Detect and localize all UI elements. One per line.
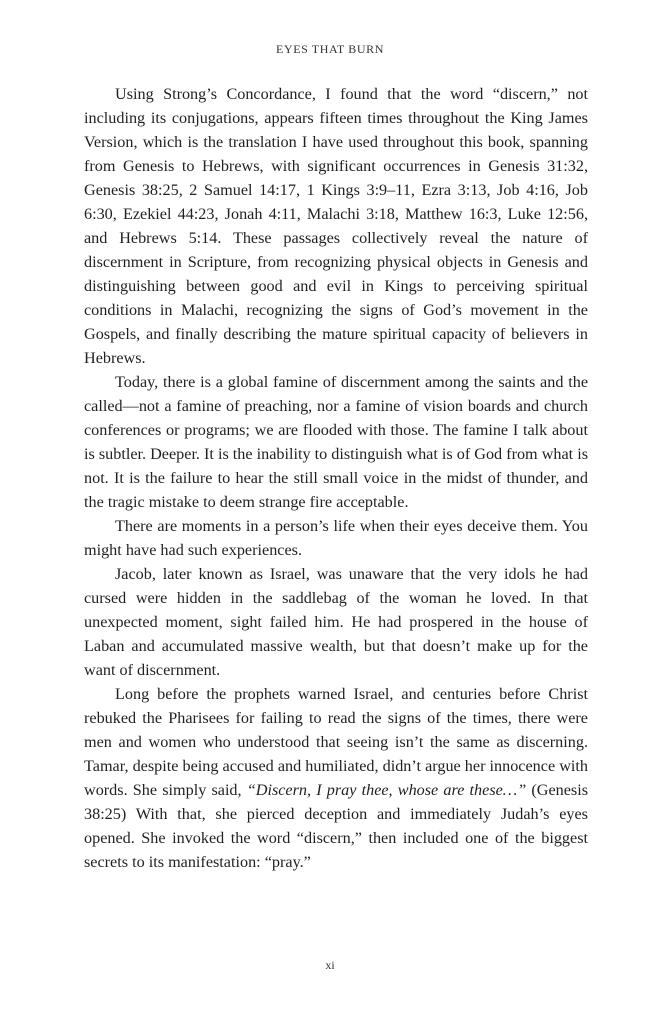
paragraph-tamar [84, 682, 588, 874]
body-text [84, 82, 588, 874]
running-header: EYES THAT BURN [276, 42, 384, 56]
paragraph-tamar-text-after: (Genesis 38:25) With that, she pierced deception and immediately Judah’s eyes opened. She invoked the word “discern,” then included one of the biggest secrets to its manifestation: “pray.” [84, 781, 589, 871]
tamar-quote: “Discern, I pray thee, whose are these…” [246, 781, 527, 799]
paragraph-jacob: Jacob, later known as Israel, was unaware that the very idols he had cursed were hidden in the saddlebag of the woman he loved. In that unexpected moment, sight failed him. He had prospered in the house of Laban and accumulated massive wealth, but that doesn’t make up for the want of discernment. [84, 565, 588, 679]
paragraph-tamar-text-before: Long before the prophets warned Israel, and centuries before Christ rebuked the Pharisees for failing to read the signs of the times, there were men and women who understood that seeing isn’t the same as discerning. Tamar, despite being accused and humiliated, didn’t argue her innocence with words. She simply said, [84, 685, 588, 799]
paragraph-concordance: Using Strong’s Concordance, I found that the word “discern,” not including its conjugations, appears fifteen times throughout the King James Version, which is the translation I have used throughout this book, spanning from Genesis to Hebrews, with significant occurrences in Genesis 31:32, Genesis 38:25, 2 Samuel 14:17, 1 Kings 3:9–11, Ezra 3:13, Job 4:16, Job 6:30, Ezekiel 44:23, Jonah 4:11, Malachi 3:18, Matthew 16:3, Luke 12:56, and Hebrews 5:14. These passages collectively reveal the nature of discernment in Scripture, from recognizing physical objects in Genesis and distinguishing between good and evil in Kings to perceiving spiritual conditions in Malachi, recognizing the signs of God’s movement in the Gospels, and finally describing the mature spiritual capacity of believers in Hebrews. [84, 85, 588, 367]
paragraph-famine: Today, there is a global famine of discernment among the saints and the called—not a famine of preaching, nor a famine of vision boards and church conferences or programs; we are flooded with those. The famine I talk about is subtler. Deeper. It is the inability to distinguish what is of God from what is not. It is the failure to hear the still small voice in the midst of thunder, and the tragic mistake to deem strange fire acceptable. [84, 373, 589, 511]
page-number: xi [325, 958, 335, 972]
paragraph-eyes-deceive: There are moments in a person’s life when their eyes deceive them. You might have had such experiences. [84, 517, 588, 559]
